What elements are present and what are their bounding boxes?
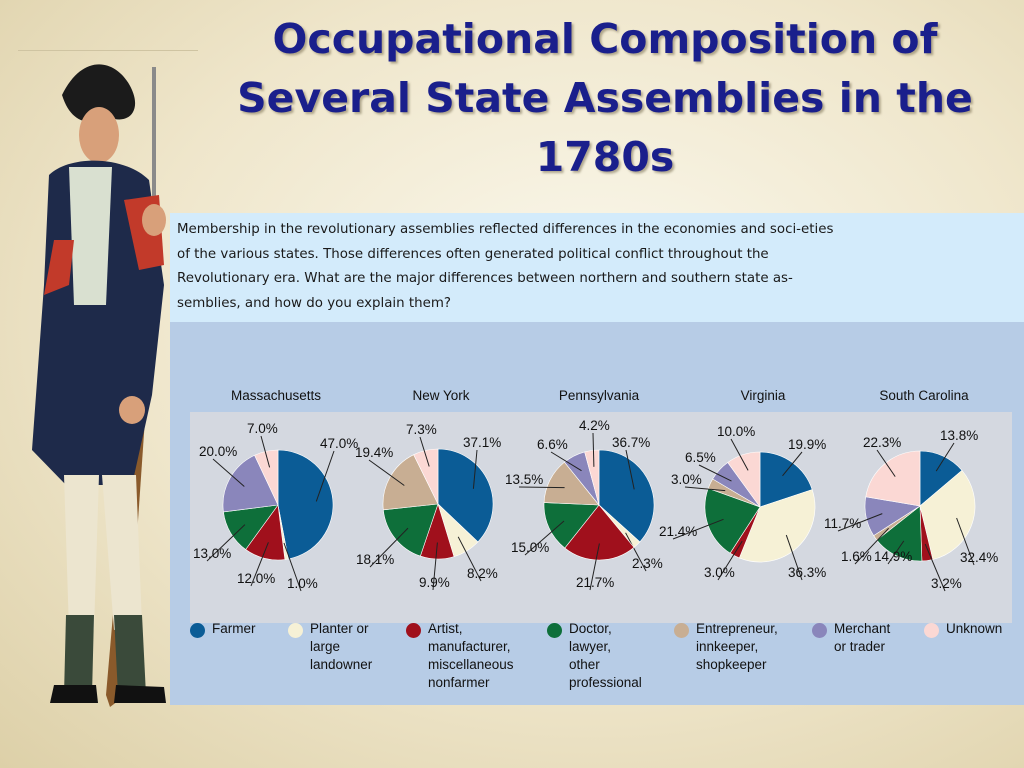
legend-swatch-unknown [924,623,939,638]
pie-label-0-planter: 1.0% [287,576,318,591]
pie-label-1-doctor: 18.1% [356,552,395,567]
legend-label-doctor: Doctor, lawyer, other professional [569,621,642,690]
pie-label-3-unknown: 10.0% [717,424,756,439]
pie-label-2-planter: 2.3% [632,556,663,571]
legend-swatch-planter [288,623,303,638]
pie-leader-2-entrepreneur [519,487,565,488]
legend-label-merchant: Merchant or trader [834,621,891,654]
pie-label-1-planter: 8.2% [467,566,498,581]
decorative-line [18,50,198,51]
pie-label-4-doctor: 14.9% [874,549,913,564]
pie-chart-area [190,412,1012,623]
pie-label-1-unknown: 7.3% [406,422,437,437]
legend-swatch-merchant [812,623,827,638]
legend-label-artist: Artist, manufacturer, miscellaneous nonfarmer [428,621,514,690]
figure-panel [170,213,1024,705]
legend [190,618,1020,703]
pie-label-4-artist: 3.2% [931,576,962,591]
pie-label-3-merchant: 6.5% [685,450,716,465]
state-label-south-carolina: South Carolina [879,388,969,403]
pie-label-2-merchant: 6.6% [537,437,568,452]
pie-label-2-entrepreneur: 13.5% [505,472,544,487]
pie-label-0-artist: 12.0% [237,571,276,586]
pie-label-2-artist: 21.7% [576,575,615,590]
state-labels [170,388,1024,408]
intro-box [170,213,1024,322]
pie-label-0-unknown: 7.0% [247,421,278,436]
pie-label-3-planter: 36.3% [788,565,827,580]
pie-label-1-farmer: 37.1% [463,435,502,450]
pie-label-4-merchant: 11.7% [824,516,862,531]
legend-swatch-entrepreneur [674,623,689,638]
legend-swatch-doctor [547,623,562,638]
state-label-pennsylvania: Pennsylvania [558,388,640,403]
pie-label-3-doctor: 21.4% [659,524,698,539]
pie-charts [190,412,1012,623]
legend-label-farmer: Farmer [212,621,256,636]
pie-label-3-artist: 3.0% [704,565,735,580]
state-label-new-york: New York [412,388,470,403]
legend-label-unknown: Unknown [946,621,1003,636]
pie-label-4-entrepreneur: 1.6% [841,549,872,564]
pie-label-1-entrepreneur: 19.4% [355,445,394,460]
intro-text: Membership in the revolutionary assemblies reflected differences in the economies and soci-eties of the various states. Those differences often generated political conflict throughout the Revolutionary era. What are the major differences between northern and southern state as-semblies, and how do you explain them? [177,222,834,311]
pie-label-4-farmer: 13.8% [940,428,979,443]
pie-label-2-farmer: 36.7% [612,435,651,450]
pie-label-4-unknown: 22.3% [863,435,902,450]
pie-slice-0-farmer [278,450,333,559]
pie-label-0-farmer: 47.0% [320,436,359,451]
pie-label-3-entrepreneur: 3.0% [671,472,702,487]
pie-label-2-unknown: 4.2% [579,418,610,433]
pie-label-3-farmer: 19.9% [788,437,827,452]
legend-label-planter: Planter or large landowner [310,621,373,672]
pie-label-0-merchant: 20.0% [199,444,238,459]
pie-label-0-doctor: 13.0% [193,546,232,561]
pie-label-2-doctor: 15.0% [511,540,550,555]
legend-swatch-farmer [190,623,205,638]
pie-slice-4-unknown [866,451,920,506]
legend-swatch-artist [406,623,421,638]
slide-title: Occupational Composition of Several State Assemblies in the 1780s [237,15,973,181]
state-label-massachusetts: Massachusetts [230,388,322,403]
pie-label-4-planter: 32.4% [960,550,999,565]
legend-label-entrepreneur: Entrepreneur, innkeeper, shopkeeper [696,621,778,672]
pie-label-1-artist: 9.9% [419,575,450,590]
continental-soldier-illustration [14,55,174,710]
state-label-virginia: Virginia [740,388,786,403]
